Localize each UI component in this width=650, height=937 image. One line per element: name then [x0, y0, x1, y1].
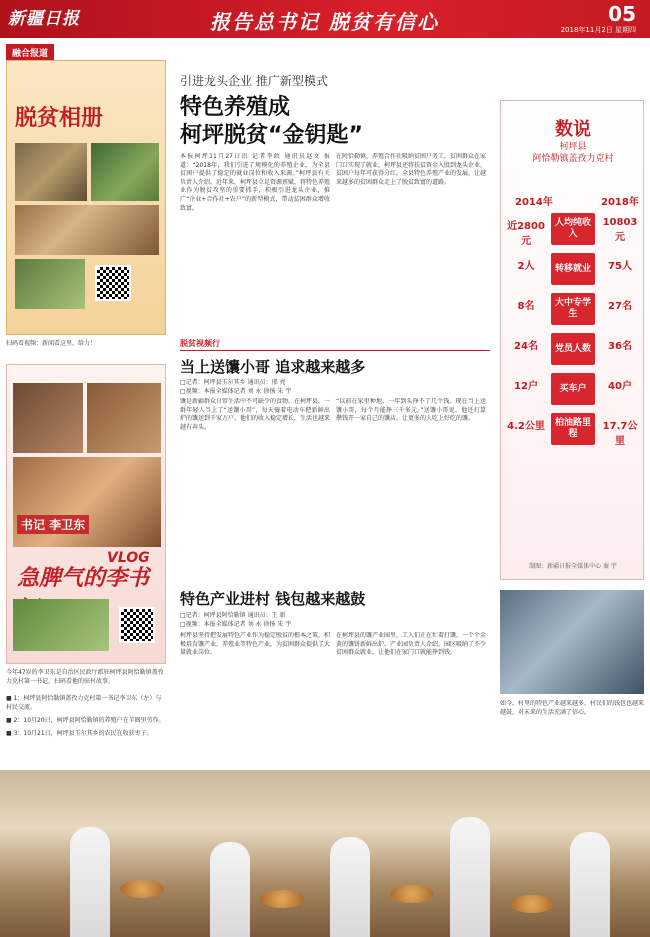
photo — [15, 143, 87, 201]
poster-photo-album — [6, 60, 166, 335]
article-body: 本报柯坪11月27日讯 记者李政 通讯员赵文 报道：“2018年，我们引进了规模化的养殖企业，为全县贫困户提供了稳定的就业岗位和收入来源。”柯坪县有关负责人介绍，近年来，柯坪县立足资源禀赋，将特色养殖业作为脱贫攻坚的重要抓手，积极引进龙头企业，推广“企业+合作社+农户”的新型模式，带动贫困群众增收致富。 — [180, 153, 330, 212]
bread-item — [390, 885, 434, 903]
value-2014: 8名 — [517, 301, 535, 312]
photo — [15, 259, 85, 309]
year-label: 2014年 — [515, 197, 553, 208]
bread-item — [260, 890, 304, 908]
article-byline: □视频：本报全媒体记者 刘 永 徐扬 朱 宇 — [180, 388, 292, 395]
article-headline: 当上送馕小哥 追求越来越多 — [180, 358, 366, 376]
worker-figure — [210, 842, 250, 937]
page-number: 05 — [608, 2, 636, 26]
article-byline: □视频：本报全媒体记者 刘 永 徐扬 朱 宇 — [180, 621, 292, 628]
data-infographic — [500, 100, 644, 580]
worker-figure — [450, 817, 490, 937]
article-body: 馕是新疆群众日常生活中不可缺少的食物。在柯坪县，一群年轻人当上了“送馕小哥”，每天骑着电动车把新鲜出炉的馕送到千家万户。他们的收入稳定增长，生活也越来越有奔头。 — [180, 398, 330, 431]
metric-label: 大中专学生 — [551, 293, 595, 325]
photo — [13, 383, 83, 453]
infographic-title: 数说 — [555, 119, 591, 140]
infographic-credit: 制图：新疆日报全媒体中心 秦 宇 — [529, 563, 617, 570]
bread-item — [510, 895, 554, 913]
person-name-label: 书记 李卫东 — [17, 515, 89, 534]
article-photo — [500, 590, 644, 694]
metric-label: 买车户 — [551, 373, 595, 405]
photo — [87, 383, 161, 453]
value-2018: 75人 — [608, 261, 632, 272]
data-row — [501, 371, 645, 407]
article-byline: □记者：柯坪县阿恰勒镇 通讯员：王 新 — [180, 612, 286, 619]
bread-item — [120, 880, 164, 898]
bakery-workers-photo — [0, 770, 650, 937]
section-tag: 脱贫视频行 — [180, 338, 490, 351]
article-body: “以前在家里种地，一年到头挣不了几个钱。现在当上送馕小哥，每个月能挣三千多元。”送馕小哥说，他还打算攒钱开一家自己的馕店，让更多的人吃上好吃的馕。 — [336, 398, 486, 423]
value-2014: 2人 — [517, 261, 535, 272]
worker-figure — [330, 837, 370, 937]
value-2018: 40户 — [608, 381, 632, 392]
metric-label: 人均纯收入 — [551, 213, 595, 245]
poster-title: 急脾气的李书 — [17, 565, 150, 591]
value-2018: 36名 — [608, 341, 632, 352]
year-label: 2018年 — [601, 197, 639, 208]
value-2014: 24名 — [514, 341, 538, 352]
data-row — [501, 291, 645, 327]
value-2014: 近2800元 — [507, 221, 545, 247]
article-headline: 特色产业进村 钱包越来越鼓 — [180, 590, 366, 608]
metric-label: 转移就业 — [551, 253, 595, 285]
photo — [13, 599, 109, 651]
value-2018: 10803元 — [602, 217, 638, 243]
article-body: 如今，村里的特色产业越来越多，村民们的钱包也越来越鼓，对未来的生活充满了信心。 — [500, 700, 644, 716]
page-slogan: 报告总书记 脱贫有信心 — [210, 10, 439, 34]
photo — [15, 205, 159, 255]
value-2018: 27名 — [608, 301, 632, 312]
data-row — [501, 331, 645, 367]
article-body: 柯坪县坚持把发展特色产业作为稳定脱贫的根本之策，积极培育馕产业、养殖业等特色产业，为贫困群众提供了大量就业岗位。 — [180, 632, 330, 657]
poster-caption: 扫码看视频：新闻看这里，给力！ — [6, 340, 97, 347]
metric-label: 柏油路里程 — [551, 413, 595, 445]
data-row — [501, 251, 645, 287]
article-body: 在柯坪县的馕产业园里，工人们正在忙着打馕，一个个金黄的馕饼新鲜出炉。产业园负责人介绍，园区吸纳了不少贫困群众就业，让他们在家门口就能挣到钱。 — [336, 632, 486, 657]
vlog-label: VLOG — [107, 550, 150, 566]
poster-caption: 今年47岁的李卫东是自治区民政厅派驻柯坪县阿恰勒镇盖孜力克村第一书记，扫码看他的驻村故事。 — [6, 669, 164, 685]
poster-title: 脱贫相册 — [15, 105, 104, 131]
value-2014: 12户 — [514, 381, 538, 392]
data-row — [501, 211, 645, 247]
newspaper-logo: 新疆日报 — [8, 9, 80, 29]
worker-figure — [70, 827, 110, 937]
worker-figure — [570, 832, 610, 937]
article-body: 在阿恰勒镇，养殖合作社吸纳贫困户务工，贫困群众在家门口实现了就业。柯坪县还将扶贫资金入股到龙头企业，贫困户每年可获得分红。全县特色养殖产业的发展，让越来越多的贫困群众走上了脱贫致富的道路。 — [336, 153, 486, 186]
brief-item: ■ 1：柯坪县阿恰勒镇盖孜力克村第一书记李卫东（左）与村民交流。 — [6, 695, 162, 711]
value-2014: 4.2公里 — [507, 421, 545, 432]
data-row — [501, 411, 645, 447]
brief-item: ■ 3：10月21日，柯坪县玉尔其乡的农民在收获枣子。 — [6, 730, 153, 737]
qr-code-icon[interactable] — [95, 265, 131, 301]
value-2018: 17.7公里 — [602, 421, 638, 447]
page-date: 2018年11月2日 星期四 — [560, 26, 636, 34]
infographic-subtitle: 阿恰勒镇盖孜力克村 — [532, 154, 614, 164]
photo — [91, 143, 159, 201]
article-headline: 柯坪脱贫“金钥匙” — [180, 123, 363, 148]
article-kicker: 引进龙头企业 推广新型模式 — [180, 74, 328, 88]
poster-vlog — [6, 364, 166, 664]
photo-briefs — [6, 694, 166, 742]
article-byline: □记者：柯坪县玉尔其乡 通讯员：邢 亮 — [180, 379, 286, 386]
metric-label: 党员人数 — [551, 333, 595, 365]
infographic-subtitle: 柯坪县 — [559, 142, 587, 152]
qr-code-icon[interactable] — [119, 607, 155, 643]
article-headline: 特色养殖成 — [180, 95, 291, 120]
brief-item: ■ 2：10月20日，柯坪县阿恰勒镇的养殖户在羊圈里劳作。 — [6, 717, 165, 724]
section-tag: 融合报道 — [6, 44, 54, 61]
